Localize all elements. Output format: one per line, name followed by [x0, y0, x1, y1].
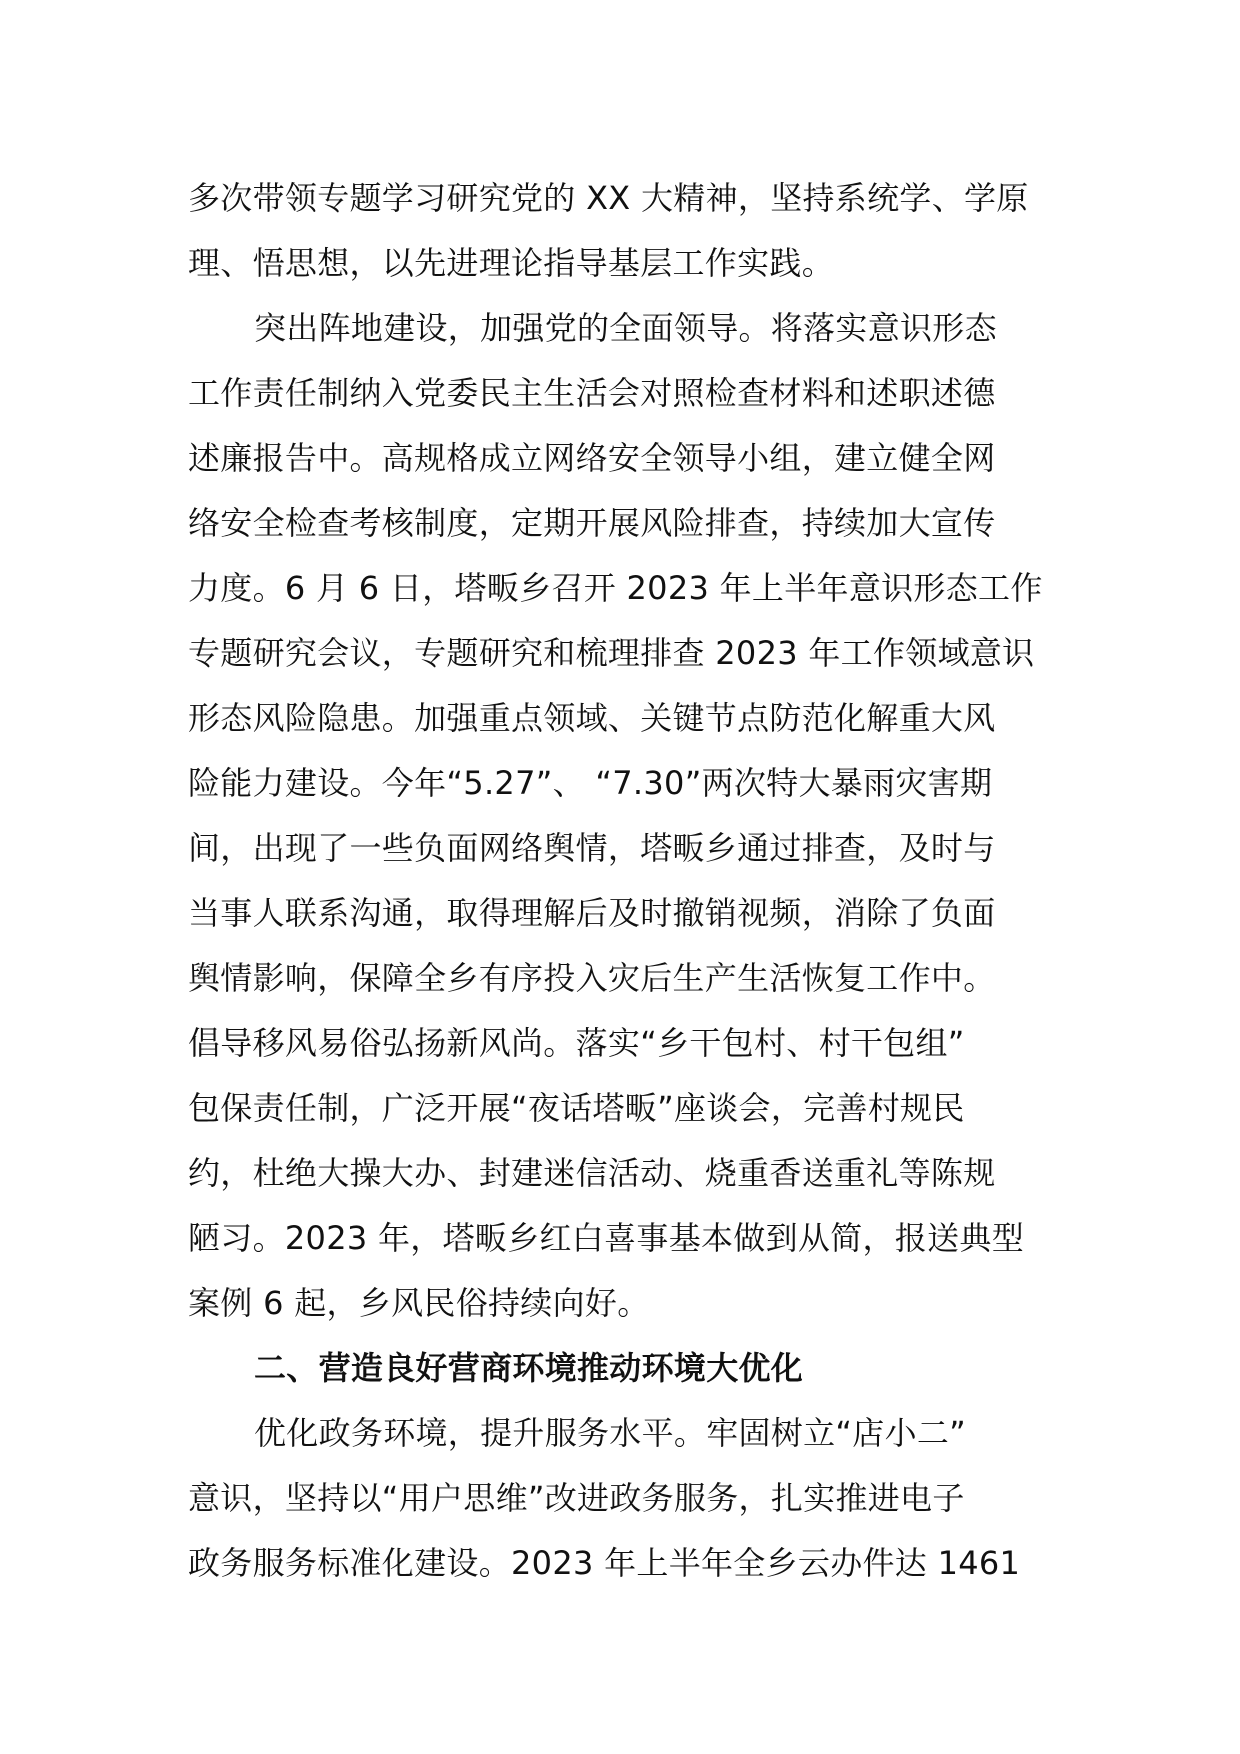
document-body — [188, 166, 1068, 1596]
section-heading: 二、营造良好营商环境推动环境大优化 — [254, 1349, 804, 1387]
text-line: 形态风险隐患。加强重点领域、关键节点防范化解重大风 — [188, 699, 996, 737]
text-line: 力度。6 月 6 日，塔畈乡召开 2023 年上半年意识形态工作 — [188, 569, 1043, 607]
text-line: 约，杜绝大操大办、封建迷信活动、烧重香送重礼等陈规 — [188, 1154, 996, 1192]
text-line: 包保责任制，广泛开展“夜话塔畈”座谈会，完善村规民 — [188, 1089, 965, 1127]
text-line: 当事人联系沟通，取得理解后及时撤销视频，消除了负面 — [188, 894, 996, 932]
text-line: 优化政务环境，提升服务水平。牢固树立“店小二” — [254, 1414, 967, 1452]
text-line: 述廉报告中。高规格成立网络安全领导小组，建立健全网 — [188, 439, 996, 477]
text-line: 政务服务标准化建设。2023 年上半年全乡云办件达 1461 — [188, 1544, 1021, 1582]
text-line: 工作责任制纳入党委民主生活会对照检查材料和述职述德 — [188, 374, 996, 412]
text-line: 倡导移风易俗弘扬新风尚。落实“乡干包村、村干包组” — [188, 1024, 965, 1062]
text-line: 案例 6 起，乡风民俗持续向好。 — [188, 1284, 650, 1322]
text-line: 间，出现了一些负面网络舆情，塔畈乡通过排查，及时与 — [188, 829, 996, 867]
text-line: 舆情影响，保障全乡有序投入灾后生产生活恢复工作中。 — [188, 959, 996, 997]
text-line: 专题研究会议，专题研究和梳理排查 2023 年工作领域意识 — [188, 634, 1035, 672]
text-line: 险能力建设。今年“5.27”、 “7.30”两次特大暴雨灾害期 — [188, 764, 993, 802]
text-line: 意识，坚持以“用户思维”改进政务服务，扎实推进电子 — [188, 1479, 965, 1517]
text-line: 络安全检查考核制度，定期开展风险排查，持续加大宣传 — [188, 504, 996, 542]
text-line: 突出阵地建设，加强党的全面领导。将落实意识形态 — [254, 309, 997, 347]
text-line: 多次带领专题学习研究党的 XX 大精神，坚持系统学、学原 — [188, 179, 1029, 217]
text-line: 陋习。2023 年，塔畈乡红白喜事基本做到从简，报送典型 — [188, 1219, 1025, 1257]
text-line: 理、悟思想，以先进理论指导基层工作实践。 — [188, 244, 835, 282]
